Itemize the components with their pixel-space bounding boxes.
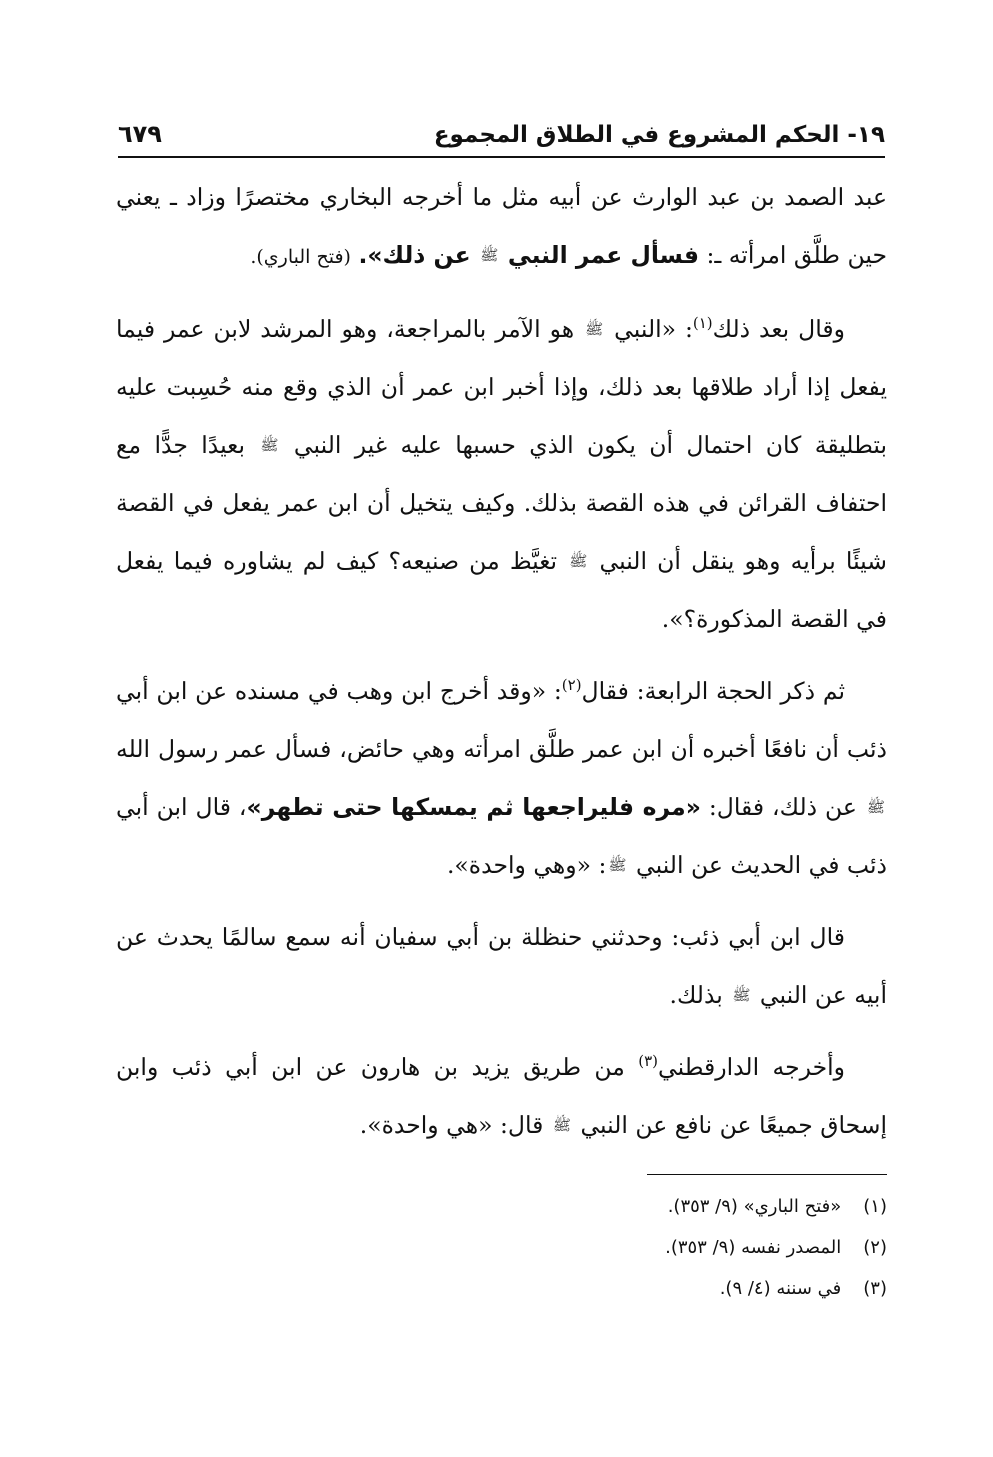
footnote-text: في سننه (٤/ ٩). — [719, 1278, 842, 1299]
text-segment: ثم ذكر الحجة الرابعة: فقال — [581, 677, 845, 705]
text-segment: ، قال ابن أبي ذئب في الحديث عن النبي — [116, 793, 887, 879]
footnotes — [116, 1186, 887, 1309]
running-title: ١٩- الحكم المشروع في الطلاق المجموع — [433, 122, 885, 148]
footnote-ref-2[interactable]: (٢) — [561, 676, 582, 694]
text-segment: وأخرجه الدارقطني — [658, 1053, 845, 1081]
paragraph-5 — [116, 1038, 887, 1154]
footnote-text: المصدر نفسه (٩/ ٣٥٣). — [665, 1237, 842, 1258]
footnote-ref-1[interactable]: (١) — [692, 314, 713, 332]
salutation-mark: ﷺ — [732, 986, 751, 1004]
text-segment: قال: «هي واحدة». — [359, 1111, 544, 1139]
salutation-mark: ﷺ — [569, 552, 588, 570]
paragraph-2 — [116, 300, 887, 648]
salutation-mark: ﷺ — [608, 856, 627, 874]
footnote-number: (٢) — [863, 1237, 887, 1258]
footnote-divider — [647, 1174, 887, 1175]
page-header — [118, 106, 885, 158]
text-segment: تغيَّظ من صنيعه؟ كيف لم يشاوره فيما يفعل في القصة المذكورة؟». — [116, 547, 887, 633]
footnote-number: (١) — [863, 1196, 887, 1217]
text-segment: هو الآمر بالمراجعة، وهو المرشد لابن عمر فيما يفعل إذا أراد طلاقها بعد ذلك، وإذا أخبر ابن عمر أن الذي وقع منه حُسِبت عليه بتطليقة كان احتمال أن يكون الذي حسبها عليه غير النبي — [116, 315, 887, 459]
paragraph-1 — [116, 168, 887, 286]
text-segment: : «النبي — [614, 315, 693, 343]
main-text — [116, 168, 887, 1168]
text-segment: عبد الصمد بن عبد الوارث عن أبيه مثل ما أخرجه البخاري مختصرًا وزاد ـ يعني حين طلَّق امرأته ـ: — [116, 183, 887, 269]
text-segment: عن ذلك، فقال: — [700, 793, 857, 821]
salutation-mark: ﷺ — [585, 320, 604, 338]
footnote-text: «فتح الباري» (٩/ ٣٥٣). — [667, 1196, 842, 1217]
paragraph-3 — [116, 662, 887, 894]
salutation-mark: ﷺ — [480, 246, 499, 264]
paragraph-4 — [116, 908, 887, 1024]
footnote-ref-3[interactable]: (٣) — [638, 1052, 659, 1070]
salutation-mark: ﷺ — [552, 1116, 571, 1134]
footnote-1 — [116, 1186, 887, 1227]
salutation-mark: ﷺ — [866, 798, 886, 816]
salutation-mark: ﷺ — [260, 436, 279, 454]
page-number: ٦٧٩ — [118, 120, 162, 148]
hadith-quote: فسأل عمر النبي — [507, 241, 699, 269]
text-segment: : «وهي واحدة». — [446, 851, 607, 879]
hadith-quote-end: عن ذلك». — [358, 241, 471, 269]
text-segment: من طريق يزيد بن هارون عن ابن أبي ذئب وابن إسحاق جميعًا عن نافع عن النبي — [116, 1053, 887, 1139]
text-segment: بعيدًا جدًّا مع احتفاف القرائن في هذه القصة بذلك. وكيف يتخيل أن ابن عمر يفعل في القصة شيئًا برأيه وهو ينقل أن النبي — [116, 431, 887, 575]
text-segment: بذلك. — [669, 981, 723, 1009]
hadith-quote: «مره فليراجعها ثم يمسكها حتى تطهر» — [246, 793, 701, 821]
footnote-2 — [116, 1227, 887, 1268]
text-segment: قال ابن أبي ذئب: وحدثني حنظلة بن أبي سفيان أنه سمع سالمًا يحدث عن أبيه عن النبي — [116, 923, 887, 1009]
footnote-3 — [116, 1268, 887, 1309]
footnote-number: (٣) — [863, 1278, 887, 1299]
text-segment: وقال بعد ذلك — [712, 315, 845, 343]
source-citation: (فتح الباري). — [250, 246, 351, 268]
text-segment: : «وقد أخرج ابن وهب في مسنده عن ابن أبي ذئب أن نافعًا أخبره أن ابن عمر طلَّق امرأته وهي حائض، فسأل عمر رسول الله — [116, 677, 887, 763]
